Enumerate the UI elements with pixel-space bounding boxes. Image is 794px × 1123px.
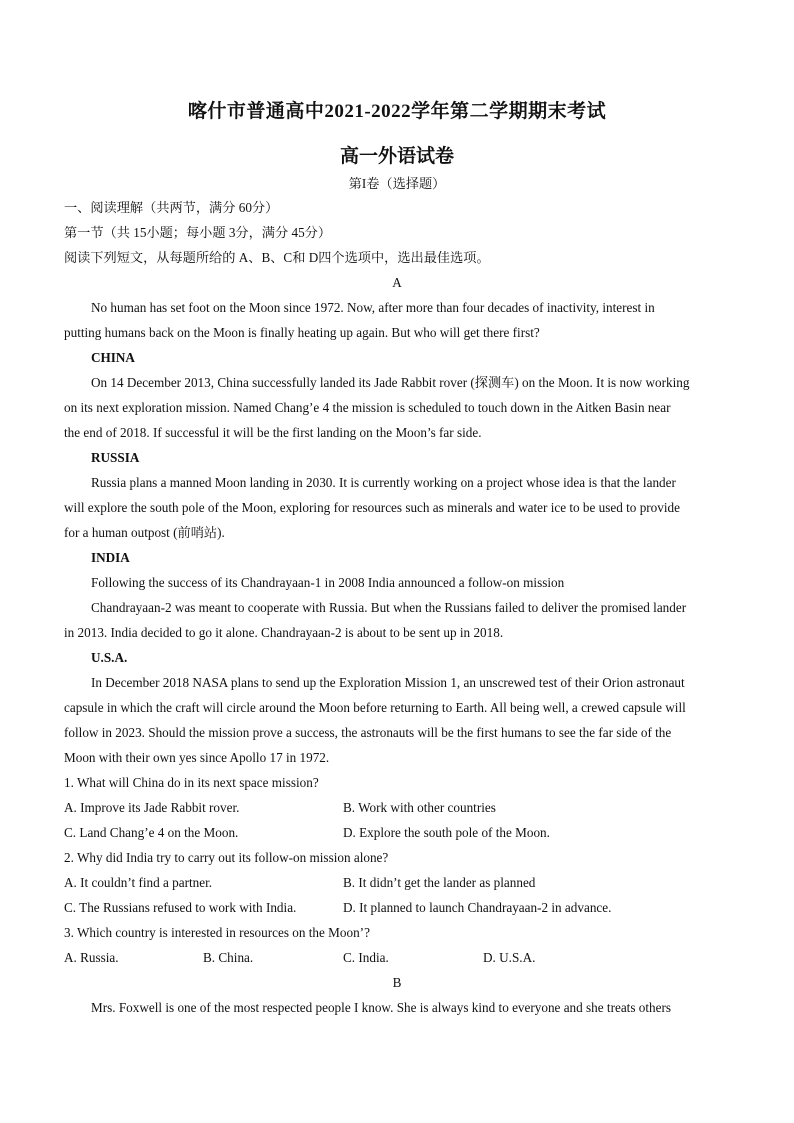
question-option: A. Russia. — [64, 950, 119, 965]
passage-b-line: Mrs. Foxwell is one of the most respected people I know. She is always kind to everyone and she treats others — [91, 1000, 671, 1015]
china-heading: CHINA — [91, 350, 135, 365]
question-option: A. Improve its Jade Rabbit rover. — [64, 800, 240, 815]
question-stem: 2. Why did India try to carry out its follow-on mission alone? — [64, 850, 389, 865]
india-line: Following the success of its Chandrayaan-1 in 2008 India announced a follow-on mission — [91, 575, 565, 590]
russia-line: Russia plans a manned Moon landing in 2030. It is currently working on a project whose idea is that the lander — [91, 475, 676, 490]
question-option: C. The Russians refused to work with India. — [64, 900, 297, 915]
exam-subtitle: 高一外语试卷 — [339, 146, 454, 167]
china-line: on its next exploration mission. Named Chang’e 4 the mission is scheduled to touch down in the Aitken Basin near — [64, 400, 671, 415]
passage-b-label: B — [392, 975, 402, 990]
question-stem: 1. What will China do in its next space mission? — [64, 775, 319, 790]
china-line: On 14 December 2013, China successfully landed its Jade Rabbit rover (探测车) on the Moon. It is now working — [91, 375, 690, 390]
usa-line: Moon with their own yes since Apollo 17 in 1972. — [64, 750, 330, 765]
usa-line: capsule in which the craft will circle around the Moon before returning to Earth. All being well, a crewed capsule will — [64, 700, 686, 715]
passage-a-intro-line: No human has set foot on the Moon since 1972. Now, after more than four decades of inactivity, interest in — [91, 300, 655, 315]
section-heading: 一、阅读理解（共两节，满分 60分） — [64, 200, 279, 215]
india-line: in 2013. India decided to go it alone. Chandrayaan-2 is about to be sent up in 2018. — [64, 625, 504, 640]
question-stem: 3. Which country is interested in resources on the Moon’? — [64, 925, 370, 940]
usa-line: In December 2018 NASA plans to send up the Exploration Mission 1, an unscrewed test of their Orion astronaut — [91, 675, 685, 690]
question-option: D. U.S.A. — [483, 950, 536, 965]
russia-heading: RUSSIA — [91, 450, 140, 465]
russia-line: for a human outpost (前哨站). — [64, 525, 225, 540]
subsection-heading: 第一节（共 15小题；每小题 3分，满分 45分） — [64, 225, 332, 240]
india-line: Chandrayaan-2 was meant to cooperate with Russia. But when the Russians failed to deliver the promised lander — [91, 600, 687, 615]
passage-a-label: A — [392, 275, 402, 290]
exam-title: 喀什市普通高中2021-2022学年第二学期期末考试 — [187, 101, 607, 122]
usa-heading: U.S.A. — [91, 650, 128, 665]
question-option: D. It planned to launch Chandrayaan-2 in advance. — [343, 900, 612, 915]
question-option: A. It couldn’t find a partner. — [64, 875, 213, 890]
question-option: C. India. — [343, 950, 389, 965]
india-heading: INDIA — [91, 550, 130, 565]
question-option: B. Work with other countries — [343, 800, 496, 815]
question-option: D. Explore the south pole of the Moon. — [343, 825, 550, 840]
usa-line: follow in 2023. Should the mission prove a success, the astronauts will be the first humans to see the far side of the — [64, 725, 672, 740]
part-label: 第I卷（选择题） — [348, 176, 446, 191]
question-option: C. Land Chang’e 4 on the Moon. — [64, 825, 239, 840]
question-option: B. It didn’t get the lander as planned — [343, 875, 536, 890]
instruction-text: 阅读下列短文，从每题所给的 A、B、C和 D四个选项中，选出最佳选项。 — [64, 250, 490, 265]
passage-a-intro-line: putting humans back on the Moon is finally heating up again. But who will get there first? — [64, 325, 540, 340]
question-option: B. China. — [203, 950, 254, 965]
china-line: the end of 2018. If successful it will be the first landing on the Moon’s far side. — [64, 425, 482, 440]
russia-line: will explore the south pole of the Moon, exploring for resources such as minerals and water ice to be used to provide — [64, 500, 680, 515]
